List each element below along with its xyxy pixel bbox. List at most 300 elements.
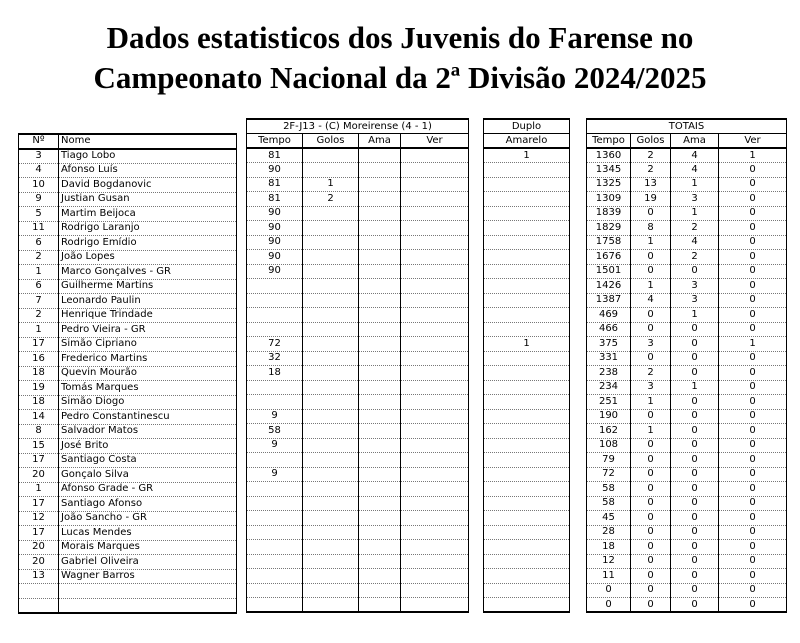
table-row [587, 583, 787, 598]
totais-golos: 1 [631, 424, 671, 439]
table-row [484, 583, 570, 598]
totais-ver: 0 [719, 293, 787, 308]
col-header-totais-golos: Golos [631, 134, 671, 149]
totais-ver: 0 [719, 235, 787, 250]
duplo-amarelo [484, 598, 570, 613]
player-num: 15 [19, 439, 59, 454]
table-row [484, 409, 570, 424]
table-row [247, 467, 469, 482]
totais-tempo: 1387 [587, 293, 631, 308]
match-ver [401, 308, 469, 323]
totais-ver: 0 [719, 380, 787, 395]
match-ama [359, 438, 401, 453]
match-golos [303, 438, 359, 453]
player-num: 3 [19, 149, 59, 164]
table-row [247, 598, 469, 613]
player-num: 13 [19, 569, 59, 584]
match-ama [359, 554, 401, 569]
table-row [587, 322, 787, 337]
totais-tempo: 18 [587, 540, 631, 555]
totais-ver: 0 [719, 554, 787, 569]
match-ver [401, 206, 469, 221]
totais-golos: 0 [631, 569, 671, 584]
totais-tempo: 1839 [587, 206, 631, 221]
table-row [484, 322, 570, 337]
match-golos [303, 409, 359, 424]
match-tempo: 90 [247, 206, 303, 221]
totais-golos: 13 [631, 177, 671, 192]
match-tempo [247, 482, 303, 497]
table-row [247, 163, 469, 178]
table-row [19, 424, 237, 439]
match-tempo: 9 [247, 438, 303, 453]
match-ver [401, 235, 469, 250]
match-ver [401, 467, 469, 482]
totais-tempo: 1426 [587, 279, 631, 294]
match-golos [303, 351, 359, 366]
totais-ver: 0 [719, 192, 787, 207]
totais-ama: 0 [671, 366, 719, 381]
player-name: David Bogdanovic [59, 178, 237, 193]
table-row [247, 148, 469, 163]
match-tempo [247, 380, 303, 395]
match-ama [359, 279, 401, 294]
totais-tempo: 28 [587, 525, 631, 540]
totais-ama: 3 [671, 279, 719, 294]
totais-ver: 0 [719, 482, 787, 497]
table-row [19, 497, 237, 512]
table-row [19, 163, 237, 178]
player-name: Henrique Trindade [59, 308, 237, 323]
match-ver [401, 221, 469, 236]
totais-ver: 0 [719, 366, 787, 381]
table-row [19, 250, 237, 265]
table-row [247, 540, 469, 555]
table-row [19, 207, 237, 222]
table-row [247, 177, 469, 192]
match-golos [303, 308, 359, 323]
table-row [484, 467, 570, 482]
totais-ver: 0 [719, 163, 787, 178]
match-ama [359, 598, 401, 613]
totais-golos: 1 [631, 279, 671, 294]
table-row [587, 206, 787, 221]
player-num: 20 [19, 468, 59, 483]
match-golos [303, 264, 359, 279]
duplo-amarelo [484, 235, 570, 250]
match-golos [303, 540, 359, 555]
totais-golos: 0 [631, 482, 671, 497]
match-ama [359, 424, 401, 439]
totais-ver: 1 [719, 337, 787, 352]
duplo-amarelo [484, 453, 570, 468]
match-tempo: 81 [247, 177, 303, 192]
match-golos [303, 322, 359, 337]
duplo-amarelo: 1 [484, 337, 570, 352]
match-caption: 2F-J13 - (C) Moreirense (4 - 1) [247, 119, 469, 134]
duplo-amarelo [484, 293, 570, 308]
totais-ver: 0 [719, 264, 787, 279]
table-row [587, 235, 787, 250]
totais-caption: TOTAIS [587, 119, 787, 134]
table-row [484, 540, 570, 555]
table-row [484, 525, 570, 540]
match-ver [401, 395, 469, 410]
totais-tempo: 45 [587, 511, 631, 526]
match-ama [359, 351, 401, 366]
col-header-match-ama: Ama [359, 134, 401, 149]
col-header-match-golos: Golos [303, 134, 359, 149]
totais-golos: 1 [631, 235, 671, 250]
totais-golos: 19 [631, 192, 671, 207]
table-row [247, 380, 469, 395]
match-golos [303, 496, 359, 511]
player-num: 5 [19, 207, 59, 222]
table-row [247, 525, 469, 540]
player-num: 10 [19, 178, 59, 193]
match-golos [303, 337, 359, 352]
match-ver [401, 279, 469, 294]
duplo-amarelo [484, 366, 570, 381]
table-row [19, 366, 237, 381]
totais-ama: 2 [671, 250, 719, 265]
match-ver [401, 409, 469, 424]
match-golos [303, 148, 359, 163]
totais-ver: 0 [719, 525, 787, 540]
totais-golos: 0 [631, 351, 671, 366]
table-row [19, 569, 237, 584]
duplo-amarelo [484, 511, 570, 526]
totais-ama: 0 [671, 496, 719, 511]
table-row [484, 206, 570, 221]
table-row [484, 221, 570, 236]
duplo-amarelo [484, 583, 570, 598]
table-row [587, 250, 787, 265]
totais-ver: 0 [719, 496, 787, 511]
totais-golos: 0 [631, 525, 671, 540]
table-row [247, 438, 469, 453]
totais-ama: 0 [671, 525, 719, 540]
totais-ama: 1 [671, 308, 719, 323]
match-golos [303, 424, 359, 439]
title-line-2: Campeonato Nacional da 2ª Divisão 2024/2025 [93, 60, 707, 95]
totais-ver: 1 [719, 148, 787, 163]
table-row [587, 598, 787, 613]
totais-ver: 0 [719, 322, 787, 337]
totais-golos: 0 [631, 467, 671, 482]
match-golos [303, 583, 359, 598]
totais-ama: 0 [671, 554, 719, 569]
match-ver [401, 322, 469, 337]
totais-golos: 4 [631, 293, 671, 308]
totais-ama: 0 [671, 540, 719, 555]
totais-tempo: 0 [587, 583, 631, 598]
table-row [587, 569, 787, 584]
match-golos [303, 206, 359, 221]
table-row [247, 250, 469, 265]
player-num: 4 [19, 163, 59, 178]
match-tempo: 81 [247, 148, 303, 163]
table-row [484, 569, 570, 584]
table-row [19, 265, 237, 280]
totais-ama: 3 [671, 192, 719, 207]
totais-tempo: 162 [587, 424, 631, 439]
table-row [484, 351, 570, 366]
match-ama [359, 511, 401, 526]
table-row [19, 482, 237, 497]
player-num: 20 [19, 540, 59, 555]
match-ver [401, 525, 469, 540]
totais-ver: 0 [719, 467, 787, 482]
table-row [587, 177, 787, 192]
match-ver [401, 163, 469, 178]
table-row [587, 438, 787, 453]
match-ver [401, 148, 469, 163]
player-name: Guilherme Martins [59, 279, 237, 294]
table-row [484, 424, 570, 439]
match-tempo [247, 598, 303, 613]
table-row [247, 511, 469, 526]
col-header-totais-tempo: Tempo [587, 134, 631, 149]
duplo-table [483, 118, 570, 613]
player-num: 17 [19, 453, 59, 468]
totais-ama: 2 [671, 221, 719, 236]
match-ama [359, 177, 401, 192]
match-tempo: 32 [247, 351, 303, 366]
table-row [247, 453, 469, 468]
duplo-amarelo [484, 496, 570, 511]
totais-ver: 0 [719, 308, 787, 323]
totais-tempo: 1360 [587, 148, 631, 163]
match-tempo [247, 322, 303, 337]
totais-ama: 4 [671, 235, 719, 250]
player-name: João Lopes [59, 250, 237, 265]
table-row [19, 540, 237, 555]
totais-golos: 0 [631, 453, 671, 468]
match-tempo [247, 496, 303, 511]
match-tempo: 81 [247, 192, 303, 207]
player-num: 8 [19, 424, 59, 439]
match-ama [359, 293, 401, 308]
totais-ama: 3 [671, 293, 719, 308]
match-ama [359, 250, 401, 265]
player-name: Pedro Vieira - GR [59, 323, 237, 338]
table-row [19, 337, 237, 352]
totais-ama: 0 [671, 467, 719, 482]
player-name: Tiago Lobo [59, 149, 237, 164]
table-row [484, 279, 570, 294]
match-golos [303, 569, 359, 584]
match-ver [401, 366, 469, 381]
totais-tempo: 11 [587, 569, 631, 584]
match-golos [303, 482, 359, 497]
match-tempo [247, 279, 303, 294]
totais-ama: 0 [671, 511, 719, 526]
totais-ama: 0 [671, 453, 719, 468]
table-row [484, 453, 570, 468]
totais-golos: 0 [631, 583, 671, 598]
match-tempo: 58 [247, 424, 303, 439]
match-golos [303, 511, 359, 526]
player-num: 14 [19, 410, 59, 425]
table-row [19, 323, 237, 338]
player-num: 1 [19, 323, 59, 338]
match-tempo [247, 511, 303, 526]
totais-tempo: 58 [587, 496, 631, 511]
table-row [247, 322, 469, 337]
table-row [19, 294, 237, 309]
totais-ver: 0 [719, 279, 787, 294]
table-row [247, 206, 469, 221]
totais-ver: 0 [719, 583, 787, 598]
duplo-amarelo [484, 177, 570, 192]
match-ama [359, 235, 401, 250]
match-ama [359, 380, 401, 395]
totais-tempo: 12 [587, 554, 631, 569]
totais-tempo: 79 [587, 453, 631, 468]
table-row [587, 467, 787, 482]
match-tempo: 90 [247, 221, 303, 236]
table-row [484, 250, 570, 265]
totais-ama: 0 [671, 482, 719, 497]
table-row [484, 235, 570, 250]
totais-tempo: 1758 [587, 235, 631, 250]
match-golos [303, 395, 359, 410]
player-num: 17 [19, 526, 59, 541]
match-tempo: 90 [247, 163, 303, 178]
table-row [19, 381, 237, 396]
table-row [19, 439, 237, 454]
table-row [19, 555, 237, 570]
match-tempo: 72 [247, 337, 303, 352]
totais-ver: 0 [719, 424, 787, 439]
totais-ver: 0 [719, 569, 787, 584]
col-header-name: Nome [59, 134, 237, 149]
match-table [246, 118, 469, 613]
player-num: 20 [19, 555, 59, 570]
match-tempo [247, 554, 303, 569]
totais-ama: 4 [671, 163, 719, 178]
match-ver [401, 192, 469, 207]
table-row [587, 453, 787, 468]
player-name [59, 598, 237, 613]
table-row [587, 380, 787, 395]
duplo-amarelo [484, 438, 570, 453]
match-golos [303, 453, 359, 468]
table-row [19, 526, 237, 541]
table-row [484, 264, 570, 279]
match-ama [359, 496, 401, 511]
totais-tempo: 72 [587, 467, 631, 482]
table-row [247, 496, 469, 511]
match-ver [401, 337, 469, 352]
table-row [247, 337, 469, 352]
player-num: 17 [19, 337, 59, 352]
table-row [587, 424, 787, 439]
match-ama [359, 221, 401, 236]
match-ver [401, 598, 469, 613]
player-name: Gabriel Oliveira [59, 555, 237, 570]
table-row [587, 308, 787, 323]
table-row [587, 482, 787, 497]
totais-golos: 0 [631, 250, 671, 265]
table-row [484, 163, 570, 178]
match-ver [401, 482, 469, 497]
match-ama [359, 192, 401, 207]
table-row [587, 554, 787, 569]
match-ver [401, 380, 469, 395]
totais-tempo: 375 [587, 337, 631, 352]
table-row [247, 424, 469, 439]
duplo-amarelo [484, 540, 570, 555]
table-row [247, 482, 469, 497]
table-row [587, 293, 787, 308]
player-name: Martim Beijoca [59, 207, 237, 222]
col-header-match-tempo: Tempo [247, 134, 303, 149]
duplo-amarelo [484, 351, 570, 366]
player-name: Simão Cipriano [59, 337, 237, 352]
match-golos [303, 250, 359, 265]
duplo-amarelo [484, 264, 570, 279]
player-name: Marco Gonçalves - GR [59, 265, 237, 280]
table-row [19, 352, 237, 367]
table-row [587, 366, 787, 381]
totais-ama: 0 [671, 264, 719, 279]
match-tempo [247, 308, 303, 323]
duplo-amarelo [484, 206, 570, 221]
table-row [19, 410, 237, 425]
table-row [587, 409, 787, 424]
match-ama [359, 453, 401, 468]
duplo-amarelo [484, 395, 570, 410]
totais-golos: 0 [631, 554, 671, 569]
totais-tempo: 190 [587, 409, 631, 424]
match-golos [303, 163, 359, 178]
totais-tempo: 466 [587, 322, 631, 337]
table-row [587, 192, 787, 207]
match-ama [359, 206, 401, 221]
player-name: Afonso Grade - GR [59, 482, 237, 497]
match-tempo: 9 [247, 467, 303, 482]
totais-ama: 0 [671, 337, 719, 352]
table-row [247, 235, 469, 250]
player-num: 2 [19, 250, 59, 265]
player-num: 6 [19, 236, 59, 251]
totais-ama: 0 [671, 351, 719, 366]
table-row [587, 264, 787, 279]
totais-tempo: 1501 [587, 264, 631, 279]
player-num: 18 [19, 366, 59, 381]
totais-ver: 0 [719, 395, 787, 410]
match-ama [359, 467, 401, 482]
table-row [484, 496, 570, 511]
totais-ama: 0 [671, 424, 719, 439]
match-golos [303, 366, 359, 381]
table-row [19, 598, 237, 613]
totais-tempo: 1345 [587, 163, 631, 178]
table-row [484, 380, 570, 395]
table-row [587, 221, 787, 236]
player-name: Santiago Costa [59, 453, 237, 468]
totais-golos: 0 [631, 264, 671, 279]
match-ama [359, 366, 401, 381]
col-header-match-ver: Ver [401, 134, 469, 149]
page-title [0, 18, 800, 98]
col-header-num: Nº [19, 134, 59, 149]
match-tempo: 90 [247, 264, 303, 279]
totais-ama: 0 [671, 395, 719, 410]
table-row [247, 221, 469, 236]
